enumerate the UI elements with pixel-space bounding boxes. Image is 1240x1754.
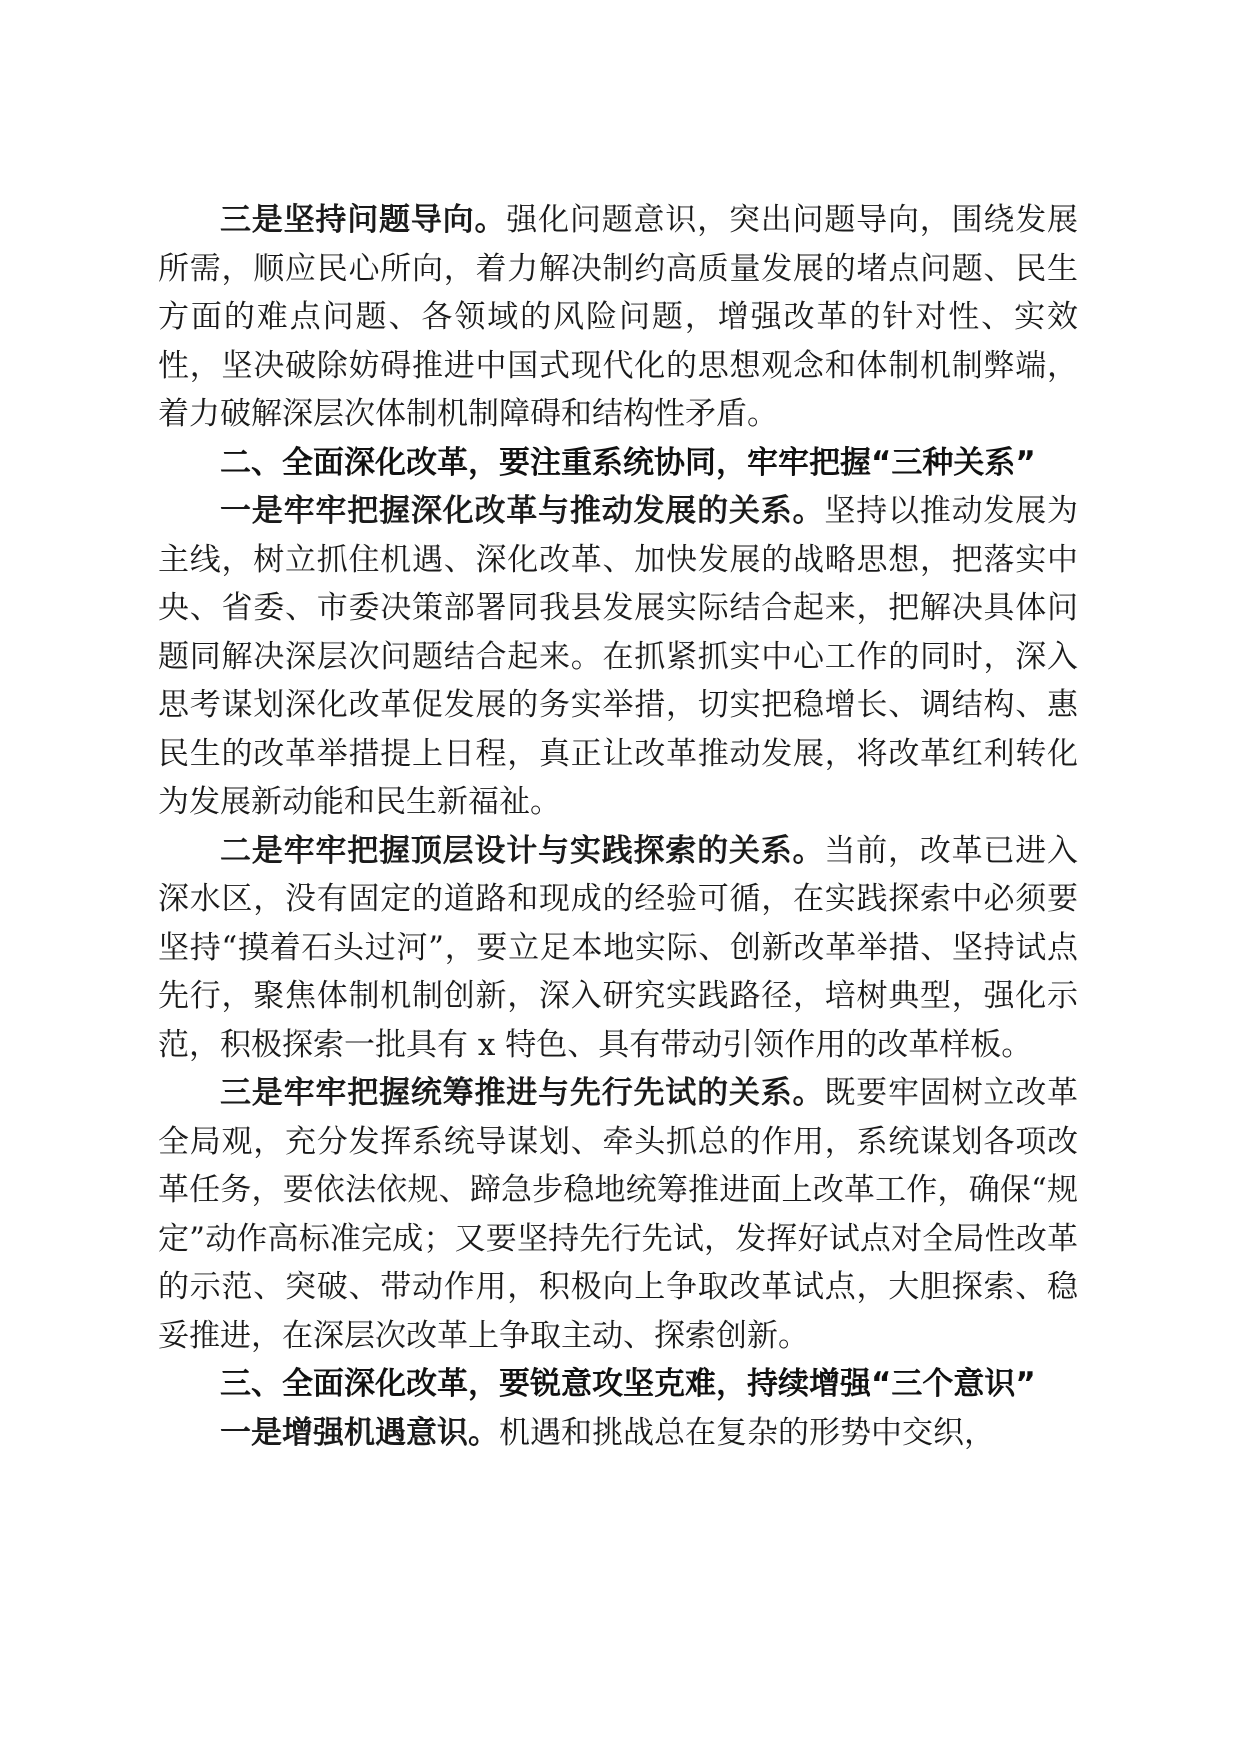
section-heading-two: 二、全面深化改革，要注重系统协同，牢牢把握“三种关系” (220, 444, 1036, 481)
paragraph-top-design-and-practice (158, 827, 1078, 1070)
paragraph-lead: 二是牢牢把握顶层设计与实践探索的关系。 (220, 832, 825, 869)
paragraph-opportunity-awareness (158, 1409, 1078, 1458)
paragraph-problem-orientation (158, 196, 1078, 439)
document-page (158, 196, 1078, 1457)
paragraph-body: 当前，改革已进入深水区，没有固定的道路和现成的经验可循，在实践探索中必须要坚持“摸着石头过河”，要立足本地实际、创新改革举措、坚持试点先行，聚焦体制机制创新，深入研究实践路径，培树典型，强化示范，积极探索一批具有 x 特色、具有带动引领作用的改革样板。 (158, 832, 1079, 1063)
paragraph-lead: 三是坚持问题导向。 (220, 202, 507, 238)
paragraph-body: 强化问题意识，突出问题导向，围绕发展所需，顺应民心所向，着力解决制约高质量发展的堵点问题、民生方面的难点问题、各领域的风险问题，增强改革的针对性、实效性，坚决破除妨碍推进中国式现代化的思想观念和体制机制弊端，着力破解深层次体制机制障碍和结构性矛盾。 (158, 202, 1079, 432)
paragraph-overall-and-pilot (158, 1069, 1078, 1360)
paragraph-reform-and-development (158, 487, 1078, 827)
paragraph-lead: 三是牢牢把握统筹推进与先行先试的关系。 (220, 1075, 825, 1111)
paragraph-body: 既要牢固树立改革全局观，充分发挥系统导谋划、牵头抓总的作用，系统谋划各项改革任务，要依法依规、蹄急步稳地统筹推进面上改革工作，确保“规定”动作高标准完成；又要坚持先行先试，发挥好试点对全局性改革的示范、突破、带动作用，积极向上争取改革试点，大胆探索、稳妥推进，在深层次改革上争取主动、探索创新。 (158, 1075, 1079, 1354)
paragraph-lead: 一是牢牢把握深化改革与推动发展的关系。 (220, 493, 825, 529)
section-heading-three: 三、全面深化改革，要锐意攻坚克难，持续增强“三个意识” (220, 1366, 1036, 1402)
paragraph-body: 坚持以推动发展为主线，树立抓住机遇、深化改革、加快发展的战略思想，把落实中央、省委、市委决策部署同我县发展实际结合起来，把解决具体问题同解决深层次问题结合起来。在抓紧抓实中心工作的同时，深入思考谋划深化改革促发展的务实举措，切实把稳增长、调结构、惠民生的改革举措提上日程，真正让改革推动发展，将改革红利转化为发展新动能和民生新福祉。 (158, 493, 1079, 820)
paragraph-body: 机遇和挑战总在复杂的形势中交织， (499, 1414, 995, 1451)
paragraph-lead: 一是增强机遇意识。 (220, 1414, 499, 1451)
